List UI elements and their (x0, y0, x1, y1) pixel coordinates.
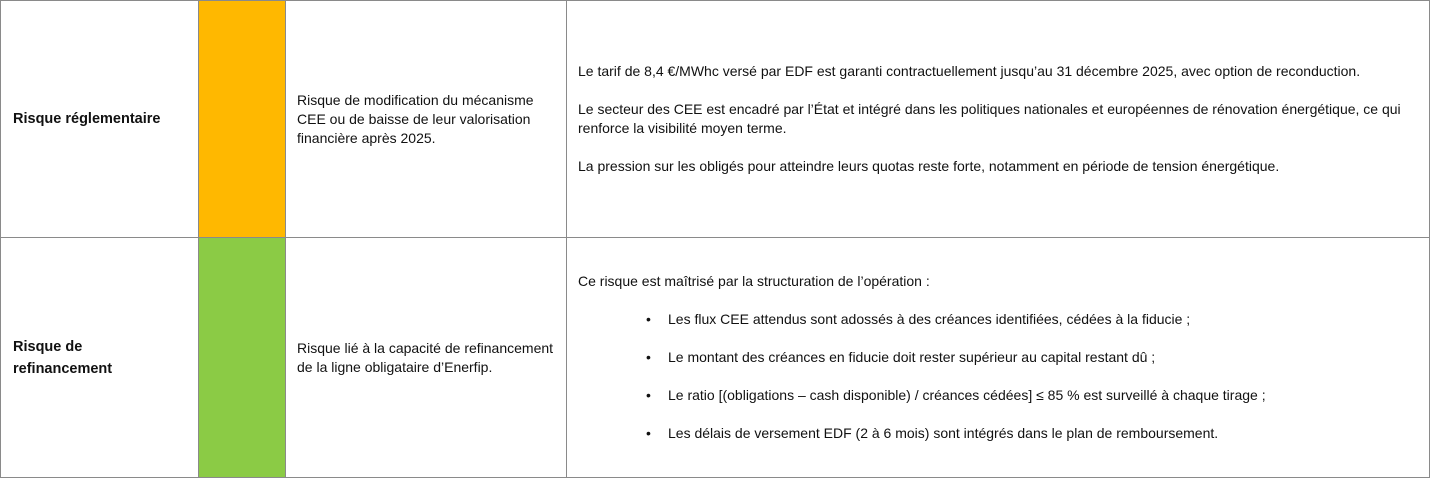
risk-name: Risque réglementaire (13, 111, 161, 127)
list-item: • Les délais de versement EDF (2 à 6 mois) sont intégrés dans le plan de remboursement. (646, 425, 1219, 441)
risk-name-line: refinancement (13, 360, 113, 377)
risk-description: Risque lié à la capacité de refinancement de la ligne obligataire d’Enerfip. (297, 339, 554, 375)
risk-description: Risque de modification du mécanisme CEE ou de baisse de leur valorisation financière après 2025. (297, 91, 534, 146)
table-row (1, 1, 1430, 238)
risk-mitigation-cell (567, 1, 1430, 238)
risk-description-cell (286, 1, 567, 238)
risk-level-color-cell (199, 238, 286, 478)
mitigation-paragraph: Le secteur des CEE est encadré par l’État et intégré dans les politiques nationales et européennes de rénovation énergétique, ce qui renforce la visibilité moyen terme. (578, 101, 1401, 136)
mitigation-list (578, 310, 1419, 443)
risk-description-cell (286, 238, 567, 478)
list-item: • Les flux CEE attendus sont adossés à des créances identifiées, cédées à la fiducie ; (646, 311, 1191, 327)
risk-name-cell (1, 238, 199, 478)
bullet-icon: • (646, 425, 651, 441)
bullet-icon: • (646, 387, 651, 403)
risk-mitigation-cell (567, 238, 1430, 478)
mitigation-paragraph: La pression sur les obligés pour atteindre leurs quotas reste forte, notamment en période de tension énergétique. (578, 158, 1280, 174)
bullet-icon: • (646, 349, 651, 365)
mitigation-intro: Ce risque est maîtrisé par la structuration de l’opération : (578, 273, 930, 289)
risk-name-line: Risque de (13, 338, 83, 355)
risk-level-color-cell (199, 1, 286, 238)
risk-name-cell (1, 1, 199, 238)
table-row (1, 238, 1430, 478)
list-item: • Le montant des créances en fiducie doit rester supérieur au capital restant dû ; (646, 349, 1156, 365)
bullet-icon: • (646, 311, 651, 327)
mitigation-paragraph: Le tarif de 8,4 €/MWhc versé par EDF est garanti contractuellement jusqu’au 31 décembre 2025, avec option de reconduction. (578, 63, 1361, 79)
list-item: • Le ratio [(obligations – cash disponible) / créances cédées] ≤ 85 % est surveillé à chaque tirage ; (646, 387, 1266, 403)
